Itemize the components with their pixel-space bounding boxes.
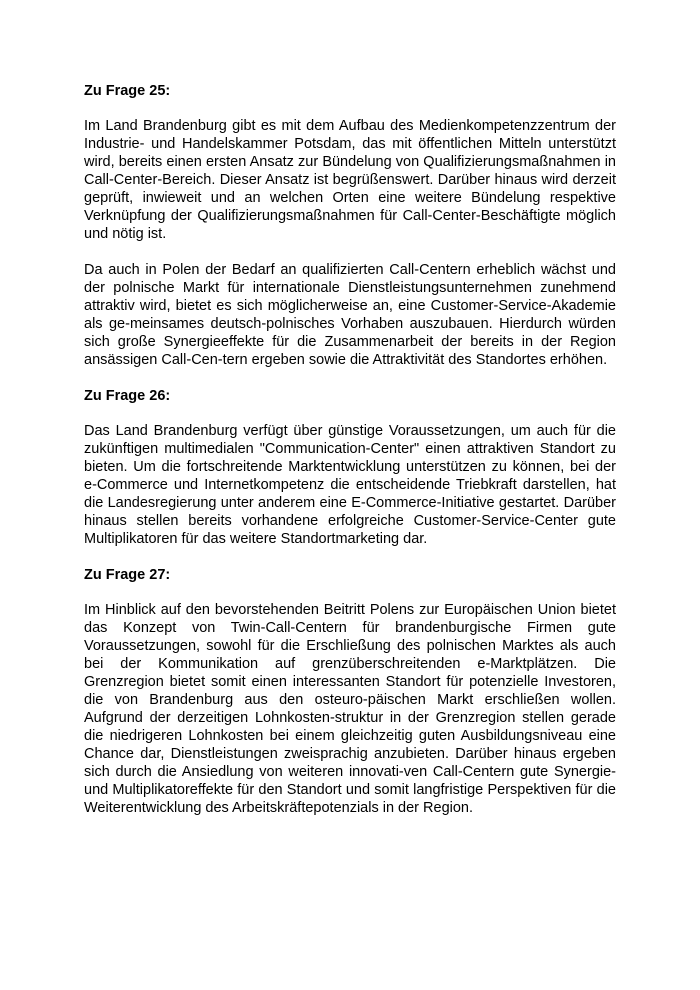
paragraph: Im Hinblick auf den bevorstehenden Beitritt Polens zur Europäischen Union bietet das Konzept von Twin-Call-Centern für brandenburgische Firmen gute Voraussetzungen, sowohl für die Erschließung des polnischen Marktes als auch bei der Kommunikation auf grenzüberschreitenden e-Marktplätzen. Die Grenzregion bietet somit einen interessanten Standort für potenzielle Investoren, die von Brandenburg aus den osteuro-päischen Markt erschließen wollen. Aufgrund der derzeitigen Lohnkosten-struktur in der Grenzregion stellen gerade die niedrigeren Lohnkosten bei einem gleichzeitig guten Ausbildungsniveau eine Chance dar, Dienstleistungen zweisprachig anzubieten. Darüber hinaus ergeben sich durch die Ansiedlung von weiteren innovati-ven Call-Centern gute Synergie- und Multiplikatoreffekte für den Standort und somit langfristige Perspektiven für die Weiterentwicklung des Arbeitskräftepotenzials in der Region.: [84, 602, 616, 816]
document-page: [84, 82, 616, 835]
section-frage-26: [84, 387, 616, 548]
section-heading: Zu Frage 26:: [84, 388, 171, 404]
section-frage-27: [84, 566, 616, 817]
section-heading: Zu Frage 25:: [84, 83, 171, 99]
paragraph: Im Land Brandenburg gibt es mit dem Aufbau des Medienkompetenzzentrum der Industrie- und Handelskammer Potsdam, das mit öffentlichen Mitteln unterstützt wird, bereits einen ersten Ansatz zur Bündelung von Qualifizierungsmaßnahmen in Call-Center-Bereich. Dieser Ansatz ist begrüßenswert. Darüber hinaus wird derzeit geprüft, inwieweit und an welchen Orten eine weitere Bündelung respektive Verknüpfung der Qualifizierungsmaßnahmen für Call-Center-Beschäftigte möglich und nötig ist.: [84, 118, 616, 242]
section-frage-25: [84, 82, 616, 369]
paragraph: Das Land Brandenburg verfügt über günstige Voraussetzungen, um auch für die zukünftigen multimedialen "Communication-Center" einen attraktiven Standort zu bieten. Um die fortschreitende Marktentwicklung unterstützen zu können, bei der e-Commerce und Internetkompetenz die entscheidende Triebkraft darstellen, hat die Landesregierung unter anderem eine E-Commerce-Initiative gestartet. Darüber hinaus stellen bereits vorhandene erfolgreiche Customer-Service-Center gute Multiplikatoren für das weitere Standortmarketing dar.: [84, 423, 616, 547]
paragraph: Da auch in Polen der Bedarf an qualifizierten Call-Centern erheblich wächst und der polnische Markt für internationale Dienstleistungsunternehmen zunehmend attraktiv wird, bietet es sich möglicherweise an, eine Customer-Service-Akademie als ge-meinsames deutsch-polnisches Vorhaben auszubauen. Hierdurch würden sich große Synergieeffekte für die Zusammenarbeit der bereits in der Region ansässigen Call-Cen-tern ergeben sowie die Attraktivität des Standortes erhöhen.: [84, 262, 616, 368]
section-heading: Zu Frage 27:: [84, 567, 171, 583]
